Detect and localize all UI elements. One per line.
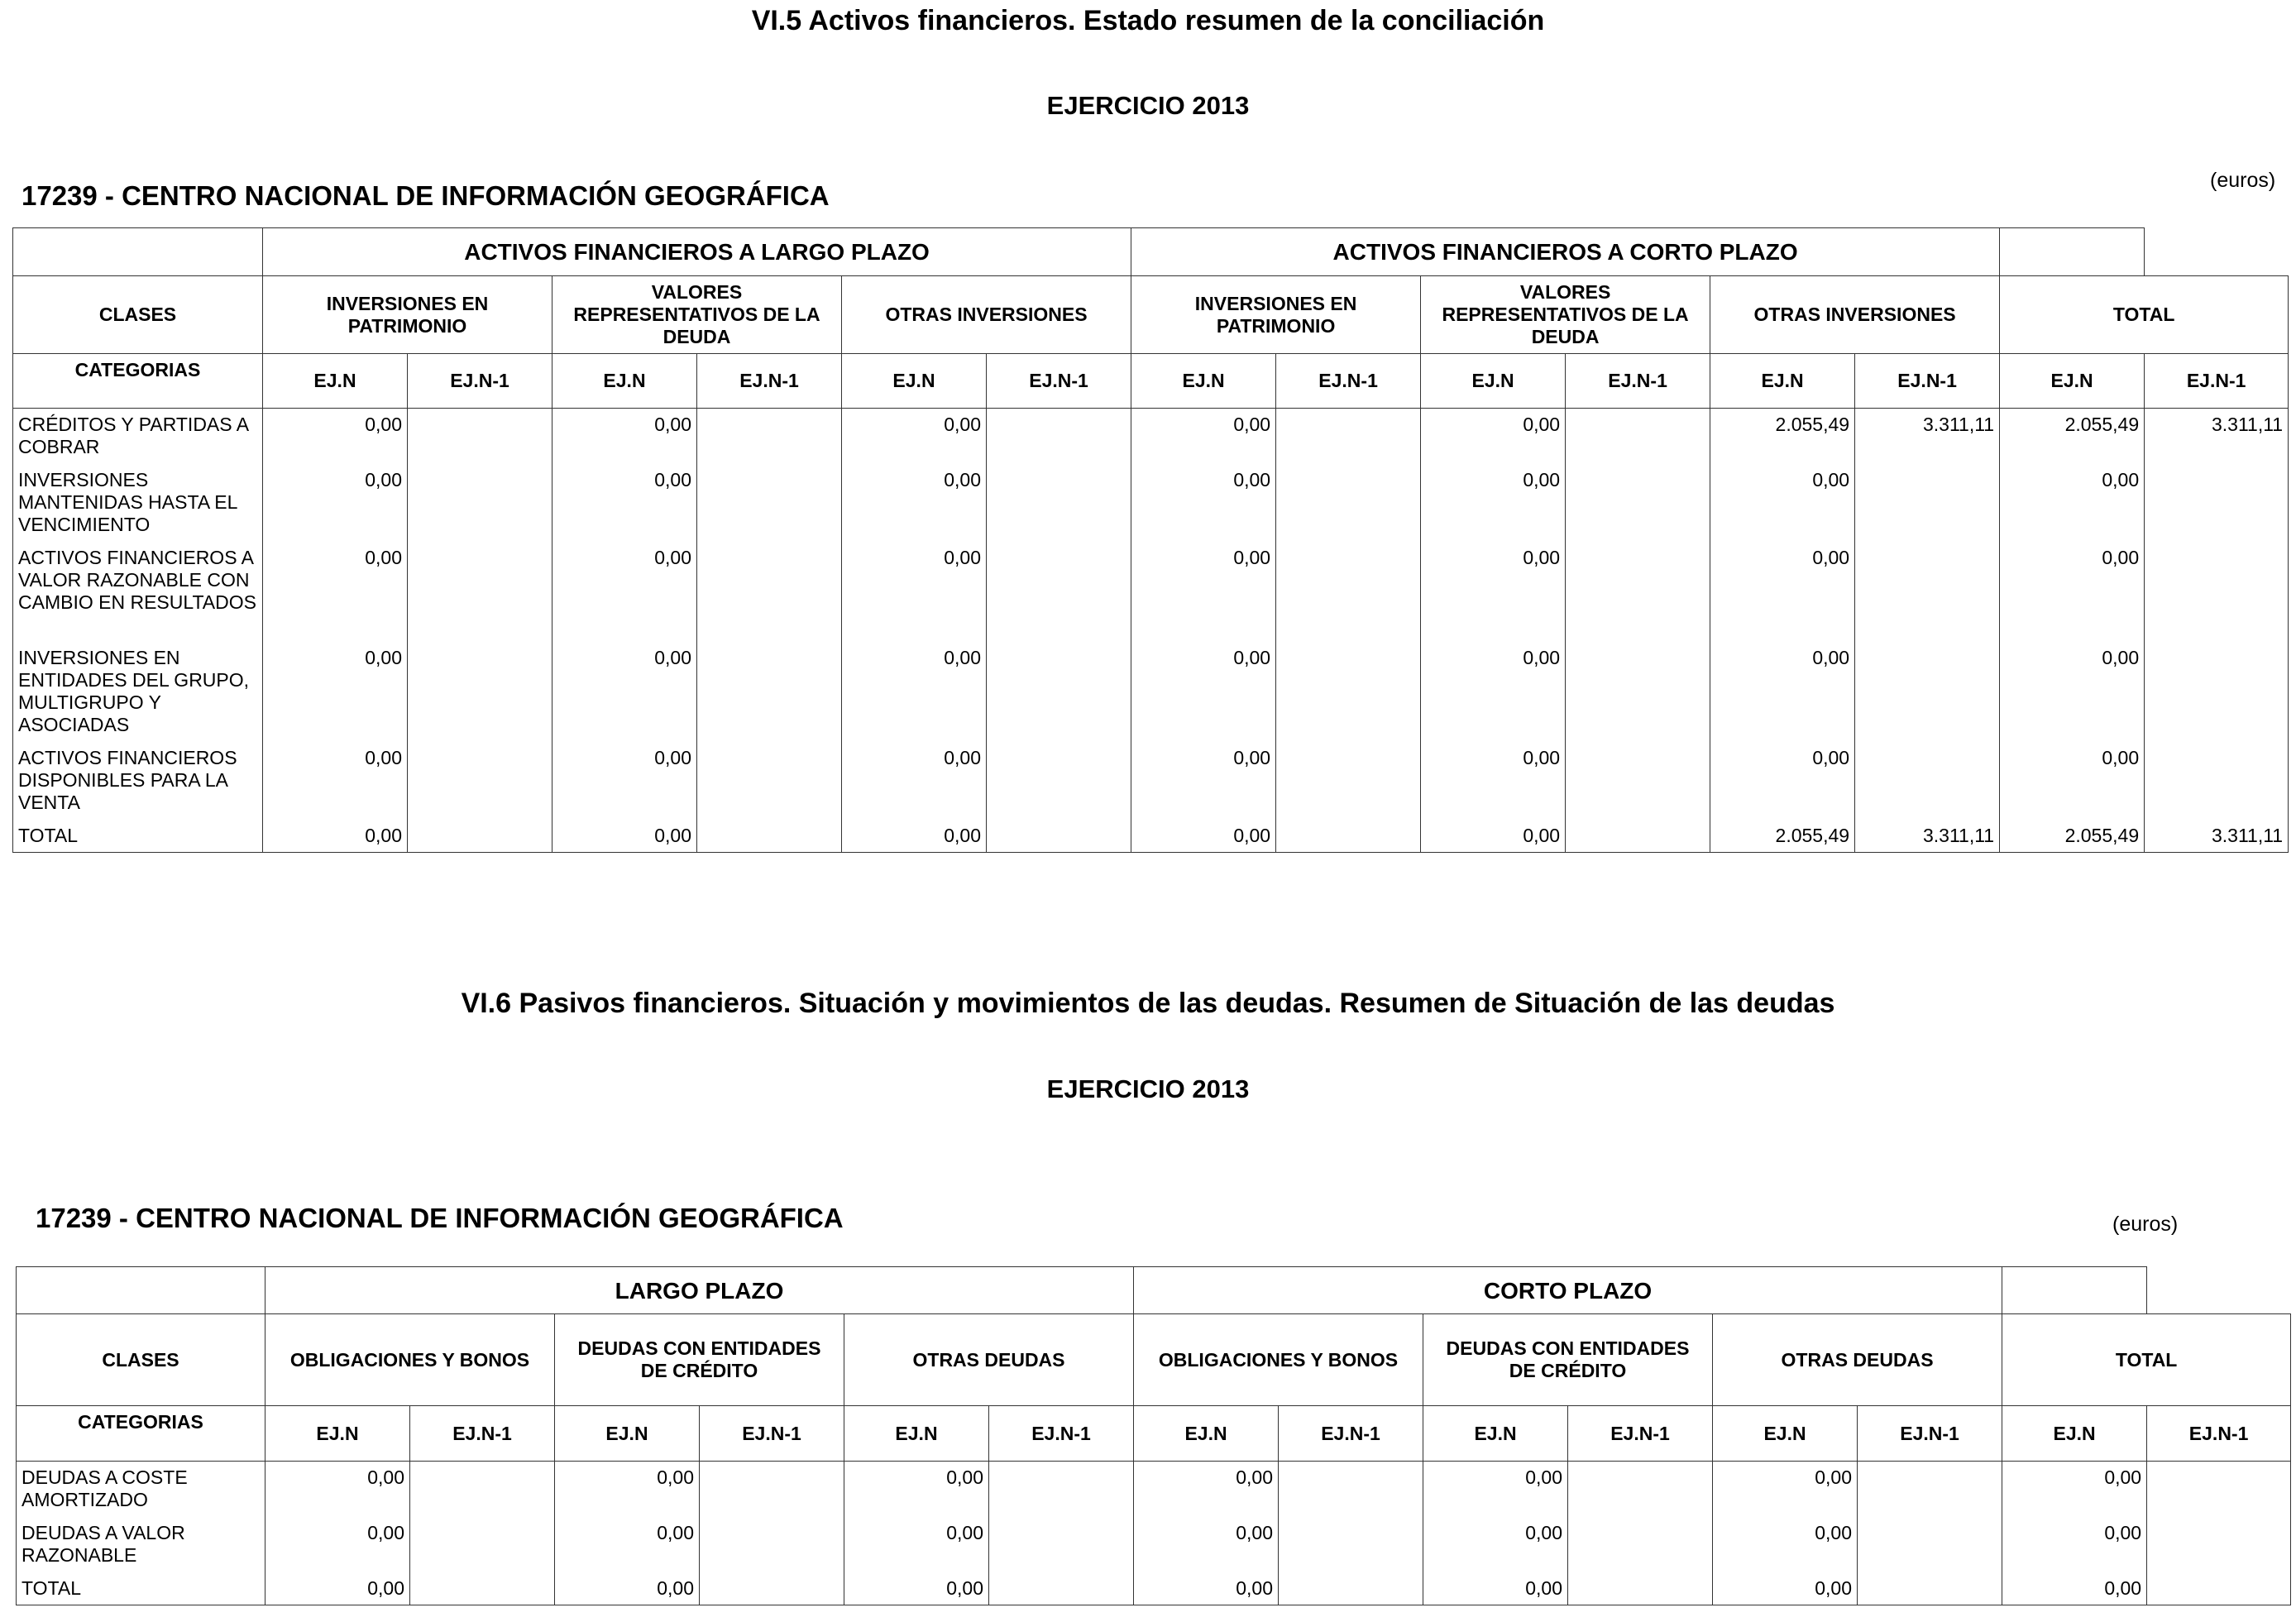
value-cell: 0,00 — [263, 464, 408, 542]
value-cell: 0,00 — [2000, 464, 2145, 542]
value-cell: 0,00 — [1713, 1517, 1858, 1572]
value-cell: 0,00 — [552, 542, 697, 642]
value-cell — [408, 542, 552, 642]
value-cell: 0,00 — [1421, 464, 1566, 542]
sub-header: DEUDAS CON ENTIDADES DE CRÉDITO — [1423, 1314, 1713, 1406]
value-cell: 0,00 — [842, 464, 987, 542]
value-cell — [410, 1572, 555, 1605]
value-cell — [987, 642, 1131, 742]
value-cell: 0,00 — [265, 1462, 410, 1517]
table-row — [13, 742, 2289, 820]
year-header: EJ.N — [1423, 1406, 1568, 1462]
value-cell: 0,00 — [263, 542, 408, 642]
sub-header: DEUDAS CON ENTIDADES DE CRÉDITO — [555, 1314, 844, 1406]
value-cell — [1279, 1462, 1423, 1517]
value-cell — [1568, 1517, 1713, 1572]
value-cell: 0,00 — [1421, 642, 1566, 742]
activos-financieros-table — [12, 227, 2289, 853]
value-cell: 0,00 — [842, 820, 987, 853]
value-cell: 0,00 — [263, 642, 408, 742]
row-label: TOTAL — [17, 1572, 265, 1605]
value-cell — [408, 820, 552, 853]
value-cell: 0,00 — [2002, 1572, 2147, 1605]
sub-header: OTRAS INVERSIONES — [842, 276, 1131, 354]
value-cell — [700, 1572, 844, 1605]
value-cell: 0,00 — [265, 1517, 410, 1572]
year-header: EJ.N-1 — [1566, 354, 1710, 409]
blank-header-cell — [2000, 228, 2145, 276]
table-row — [13, 464, 2289, 542]
sub-header: INVERSIONES EN PATRIMONIO — [263, 276, 552, 354]
value-cell — [989, 1517, 1134, 1572]
value-cell: 0,00 — [1710, 642, 1855, 742]
value-cell — [700, 1462, 844, 1517]
value-cell — [1276, 409, 1421, 464]
value-cell: 0,00 — [1131, 409, 1276, 464]
section2-unit: (euros) — [2112, 1213, 2179, 1236]
value-cell — [408, 642, 552, 742]
sub-header: OTRAS DEUDAS — [1713, 1314, 2002, 1406]
value-cell: 0,00 — [2000, 642, 2145, 742]
year-header: EJ.N — [555, 1406, 700, 1462]
value-cell — [408, 742, 552, 820]
sub-header: TOTAL — [2000, 276, 2289, 354]
value-cell: 0,00 — [263, 820, 408, 853]
value-cell — [987, 742, 1131, 820]
value-cell: 0,00 — [842, 409, 987, 464]
sub-header: VALORES REPRESENTATIVOS DE LA DEUDA — [552, 276, 842, 354]
value-cell: 0,00 — [1421, 409, 1566, 464]
value-cell: 0,00 — [842, 642, 987, 742]
value-cell — [1855, 464, 2000, 542]
value-cell: 0,00 — [263, 742, 408, 820]
value-cell — [697, 742, 842, 820]
section2-org: 17239 - CENTRO NACIONAL DE INFORMACIÓN GEOGRÁFICA — [36, 1203, 844, 1233]
row-label: INVERSIONES MANTENIDAS HASTA EL VENCIMIENTO — [13, 464, 263, 542]
value-cell: 0,00 — [1134, 1517, 1279, 1572]
value-cell — [2145, 464, 2289, 542]
value-cell: 0,00 — [1131, 464, 1276, 542]
table-row — [17, 1572, 2291, 1605]
group-header-largo-plazo: LARGO PLAZO — [265, 1267, 1134, 1314]
categorias-header: CATEGORIAS — [17, 1406, 265, 1462]
value-cell: 0,00 — [555, 1462, 700, 1517]
sub-header: INVERSIONES EN PATRIMONIO — [1131, 276, 1421, 354]
year-header: EJ.N — [844, 1406, 989, 1462]
value-cell — [987, 820, 1131, 853]
value-cell: 0,00 — [2002, 1517, 2147, 1572]
group-header-corto-plazo: CORTO PLAZO — [1134, 1267, 2002, 1314]
group-header-largo-plazo: ACTIVOS FINANCIEROS A LARGO PLAZO — [263, 228, 1131, 276]
value-cell: 3.311,11 — [2145, 820, 2289, 853]
year-header: EJ.N-1 — [1855, 354, 2000, 409]
value-cell — [1566, 742, 1710, 820]
value-cell — [1276, 542, 1421, 642]
value-cell — [1566, 409, 1710, 464]
value-cell: 0,00 — [1421, 742, 1566, 820]
row-label: TOTAL — [13, 820, 263, 853]
value-cell — [700, 1517, 844, 1572]
row-label: DEUDAS A COSTE AMORTIZADO — [17, 1462, 265, 1517]
row-label: ACTIVOS FINANCIEROS DISPONIBLES PARA LA VENTA — [13, 742, 263, 820]
value-cell — [2147, 1462, 2291, 1517]
row-label: ACTIVOS FINANCIEROS A VALOR RAZONABLE CON CAMBIO EN RESULTADOS — [13, 542, 263, 642]
section2-title: VI.6 Pasivos financieros. Situación y movimientos de las deudas. Resumen de Situación de las deudas — [461, 988, 1835, 1019]
value-cell: 0,00 — [844, 1462, 989, 1517]
value-cell — [1855, 742, 2000, 820]
value-cell: 0,00 — [842, 542, 987, 642]
value-cell: 0,00 — [1713, 1572, 1858, 1605]
value-cell: 0,00 — [1131, 642, 1276, 742]
clases-header: CLASES — [13, 276, 263, 354]
blank-header-cell — [13, 228, 263, 276]
year-header: EJ.N-1 — [410, 1406, 555, 1462]
value-cell: 2.055,49 — [2000, 409, 2145, 464]
table-row — [13, 409, 2289, 464]
value-cell: 3.311,11 — [1855, 820, 2000, 853]
value-cell: 0,00 — [1423, 1462, 1568, 1517]
value-cell — [1566, 820, 1710, 853]
value-cell: 0,00 — [1131, 542, 1276, 642]
section1-unit: (euros) — [2210, 169, 2276, 192]
value-cell — [697, 464, 842, 542]
section1-exercise: EJERCICIO 2013 — [1046, 91, 1250, 120]
value-cell: 0,00 — [1423, 1572, 1568, 1605]
year-header: EJ.N — [263, 354, 408, 409]
value-cell: 0,00 — [552, 642, 697, 742]
sub-header: OTRAS INVERSIONES — [1710, 276, 2000, 354]
value-cell — [1566, 642, 1710, 742]
value-cell — [408, 409, 552, 464]
value-cell: 0,00 — [844, 1572, 989, 1605]
value-cell — [1276, 820, 1421, 853]
row-label: DEUDAS A VALOR RAZONABLE — [17, 1517, 265, 1572]
value-cell — [697, 820, 842, 853]
value-cell: 2.055,49 — [2000, 820, 2145, 853]
value-cell — [2145, 542, 2289, 642]
year-header: EJ.N-1 — [987, 354, 1131, 409]
group-header-corto-plazo: ACTIVOS FINANCIEROS A CORTO PLAZO — [1131, 228, 2000, 276]
table-row — [17, 1462, 2291, 1517]
value-cell — [697, 642, 842, 742]
year-header: EJ.N-1 — [408, 354, 552, 409]
year-header: EJ.N — [265, 1406, 410, 1462]
categorias-header: CATEGORIAS — [13, 354, 263, 409]
table-row — [17, 1517, 2291, 1572]
value-cell: 0,00 — [2000, 542, 2145, 642]
section1-title: VI.5 Activos financieros. Estado resumen de la conciliación — [751, 5, 1545, 36]
value-cell — [1855, 542, 2000, 642]
year-header: EJ.N — [1713, 1406, 1858, 1462]
table-row — [13, 542, 2289, 642]
value-cell — [697, 409, 842, 464]
value-cell — [1276, 642, 1421, 742]
value-cell: 0,00 — [2000, 742, 2145, 820]
value-cell: 0,00 — [1710, 464, 1855, 542]
value-cell — [1276, 464, 1421, 542]
value-cell: 3.311,11 — [1855, 409, 2000, 464]
value-cell: 0,00 — [552, 742, 697, 820]
value-cell — [410, 1517, 555, 1572]
value-cell — [989, 1572, 1134, 1605]
year-header: EJ.N-1 — [2147, 1406, 2291, 1462]
value-cell — [1858, 1572, 2002, 1605]
blank-header-cell — [17, 1267, 265, 1314]
value-cell — [1279, 1517, 1423, 1572]
year-header: EJ.N-1 — [1568, 1406, 1713, 1462]
value-cell: 0,00 — [1134, 1462, 1279, 1517]
sub-header: VALORES REPRESENTATIVOS DE LA DEUDA — [1421, 276, 1710, 354]
year-header: EJ.N-1 — [1276, 354, 1421, 409]
value-cell — [1276, 742, 1421, 820]
value-cell: 0,00 — [265, 1572, 410, 1605]
sub-header: OTRAS DEUDAS — [844, 1314, 1134, 1406]
year-header: EJ.N — [552, 354, 697, 409]
row-label: INVERSIONES EN ENTIDADES DEL GRUPO, MULTIGRUPO Y ASOCIADAS — [13, 642, 263, 742]
year-header: EJ.N-1 — [1279, 1406, 1423, 1462]
blank-header-cell — [2002, 1267, 2147, 1314]
value-cell: 2.055,49 — [1710, 820, 1855, 853]
pasivos-financieros-table — [16, 1266, 2291, 1605]
value-cell: 0,00 — [1131, 742, 1276, 820]
table-row — [13, 642, 2289, 742]
value-cell: 0,00 — [1710, 542, 1855, 642]
sub-header: TOTAL — [2002, 1314, 2291, 1406]
value-cell: 0,00 — [552, 409, 697, 464]
value-cell: 0,00 — [2002, 1462, 2147, 1517]
sub-header: OBLIGACIONES Y BONOS — [1134, 1314, 1423, 1406]
value-cell: 0,00 — [1131, 820, 1276, 853]
year-header: EJ.N — [1421, 354, 1566, 409]
value-cell: 0,00 — [844, 1517, 989, 1572]
value-cell: 2.055,49 — [1710, 409, 1855, 464]
value-cell: 0,00 — [842, 742, 987, 820]
value-cell — [987, 409, 1131, 464]
value-cell: 0,00 — [552, 464, 697, 542]
value-cell — [2145, 642, 2289, 742]
value-cell: 0,00 — [1710, 742, 1855, 820]
year-header: EJ.N — [2000, 354, 2145, 409]
section2-exercise: EJERCICIO 2013 — [1046, 1074, 1250, 1103]
value-cell: 0,00 — [1421, 542, 1566, 642]
table-row — [13, 820, 2289, 853]
value-cell: 0,00 — [1421, 820, 1566, 853]
value-cell — [408, 464, 552, 542]
row-label: CRÉDITOS Y PARTIDAS A COBRAR — [13, 409, 263, 464]
value-cell: 3.311,11 — [2145, 409, 2289, 464]
year-header: EJ.N-1 — [1858, 1406, 2002, 1462]
sub-header: OBLIGACIONES Y BONOS — [265, 1314, 555, 1406]
year-header: EJ.N-1 — [697, 354, 842, 409]
value-cell: 0,00 — [555, 1517, 700, 1572]
section1-org: 17239 - CENTRO NACIONAL DE INFORMACIÓN GEOGRÁFICA — [22, 180, 830, 211]
value-cell: 0,00 — [555, 1572, 700, 1605]
value-cell — [410, 1462, 555, 1517]
year-header: EJ.N — [2002, 1406, 2147, 1462]
value-cell — [1279, 1572, 1423, 1605]
value-cell — [989, 1462, 1134, 1517]
year-header: EJ.N-1 — [2145, 354, 2289, 409]
year-header: EJ.N — [1134, 1406, 1279, 1462]
clases-header: CLASES — [17, 1314, 265, 1406]
value-cell: 0,00 — [1713, 1462, 1858, 1517]
year-header: EJ.N — [842, 354, 987, 409]
value-cell: 0,00 — [552, 820, 697, 853]
value-cell — [1566, 542, 1710, 642]
value-cell — [987, 542, 1131, 642]
value-cell — [1568, 1462, 1713, 1517]
value-cell — [1566, 464, 1710, 542]
year-header: EJ.N — [1131, 354, 1276, 409]
value-cell — [987, 464, 1131, 542]
year-header: EJ.N-1 — [989, 1406, 1134, 1462]
value-cell — [2145, 742, 2289, 820]
value-cell: 0,00 — [1134, 1572, 1279, 1605]
value-cell — [1858, 1462, 2002, 1517]
value-cell — [697, 542, 842, 642]
value-cell — [1858, 1517, 2002, 1572]
year-header: EJ.N — [1710, 354, 1855, 409]
value-cell — [1568, 1572, 1713, 1605]
value-cell — [1855, 642, 2000, 742]
value-cell — [2147, 1572, 2291, 1605]
value-cell — [2147, 1517, 2291, 1572]
year-header: EJ.N-1 — [700, 1406, 844, 1462]
value-cell: 0,00 — [263, 409, 408, 464]
value-cell: 0,00 — [1423, 1517, 1568, 1572]
